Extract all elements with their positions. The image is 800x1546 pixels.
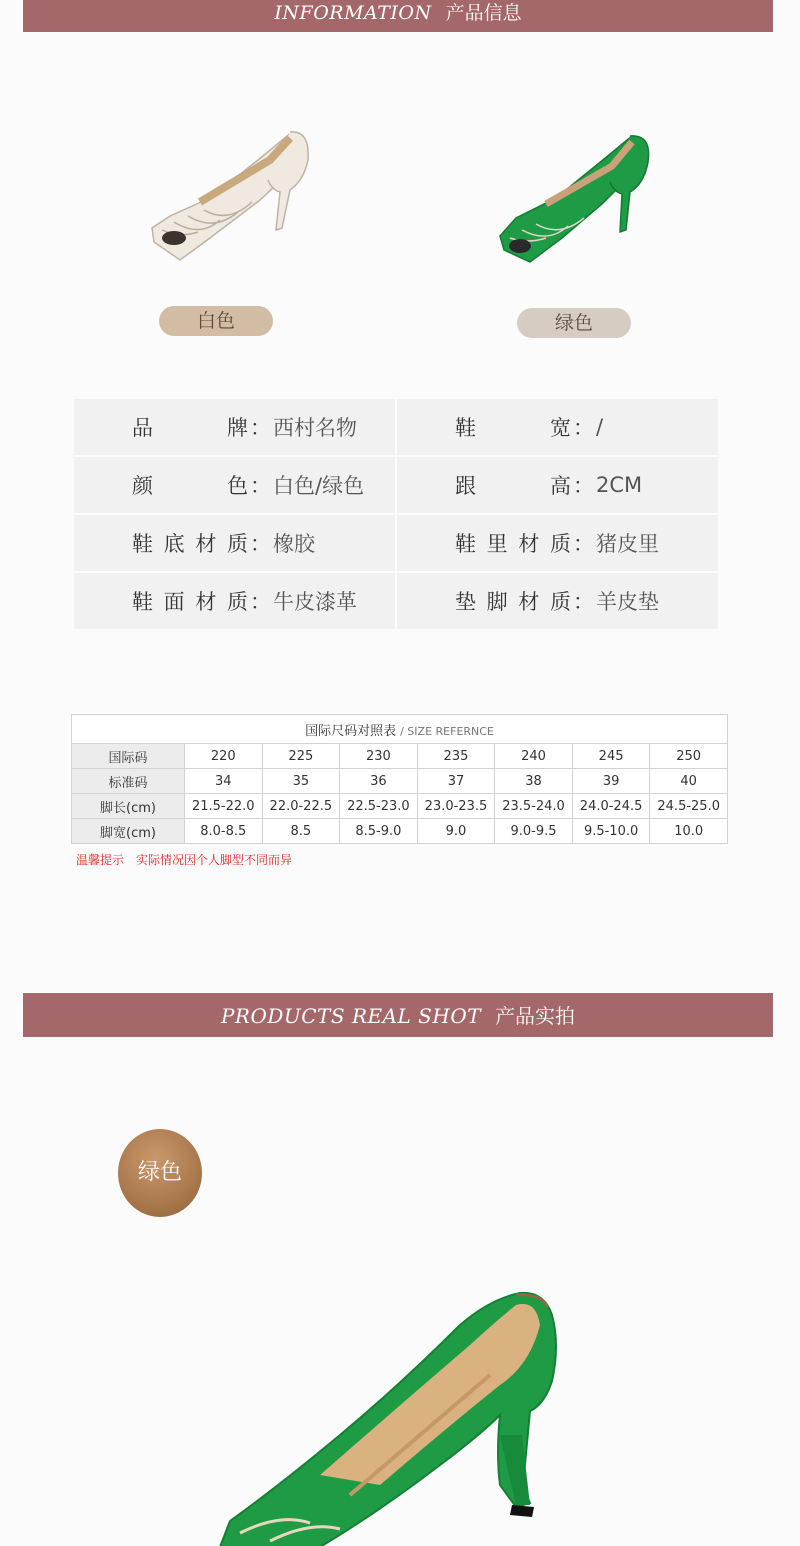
- table-row: [72, 769, 728, 794]
- spec-row: [74, 515, 718, 571]
- size-table-caption: [72, 715, 728, 744]
- banner-chinese-title: 产品实拍: [495, 1004, 576, 1028]
- spec-cell: 鞋里材质 ： 猪皮里: [397, 515, 718, 571]
- spec-cell: 鞋宽 ： /: [397, 399, 718, 455]
- spec-key: 垫脚材质: [455, 590, 571, 614]
- spec-value: 羊皮垫: [596, 590, 659, 614]
- table-cell: 40: [650, 769, 728, 794]
- spec-key: 跟高: [455, 474, 571, 498]
- color-chip-white[interactable]: 白色: [159, 306, 273, 336]
- table-cell: 37: [417, 769, 495, 794]
- tip-label: 温馨提示: [76, 853, 125, 867]
- spec-key: 品牌: [132, 416, 248, 440]
- spec-key: 鞋里材质: [455, 532, 571, 556]
- real-shot-banner: [23, 993, 773, 1037]
- spec-key: 颜色: [132, 474, 248, 498]
- table-cell: 36: [340, 769, 418, 794]
- table-cell: 9.0-9.5: [495, 819, 573, 844]
- spec-cell: 鞋面材质 ： 牛皮漆革: [74, 573, 395, 629]
- size-table-title: 国际尺码对照表: [305, 723, 397, 739]
- table-cell: 21.5-22.0: [185, 794, 263, 819]
- spec-cell: 垫脚材质 ： 羊皮垫: [397, 573, 718, 629]
- tip-text: 实际情况因个人脚型不同而异: [136, 853, 293, 867]
- spec-key: 鞋底材质: [132, 532, 248, 556]
- information-banner: [23, 0, 773, 32]
- table-cell: 9.5-10.0: [572, 819, 650, 844]
- table-cell: 9.0: [417, 819, 495, 844]
- spec-value: 猪皮里: [596, 532, 659, 556]
- shot-color-badge: 绿色: [118, 1129, 202, 1217]
- spec-value: /: [596, 415, 604, 439]
- table-cell: 35: [262, 769, 340, 794]
- spec-table: [74, 399, 718, 631]
- table-row: [72, 794, 728, 819]
- table-cell: 23.5-24.0: [495, 794, 573, 819]
- spec-cell: 颜色 ： 白色/绿色: [74, 457, 395, 513]
- table-cell: 220: [185, 744, 263, 769]
- table-cell: 10.0: [650, 819, 728, 844]
- table-cell: 240: [495, 744, 573, 769]
- green-shoe-photo: [200, 1285, 580, 1546]
- spec-cell: 鞋底材质 ： 橡胶: [74, 515, 395, 571]
- spec-row: [74, 457, 718, 513]
- row-header: 标准码: [72, 769, 185, 794]
- table-cell: 235: [417, 744, 495, 769]
- table-cell: 8.5-9.0: [340, 819, 418, 844]
- spec-cell: 品牌 ： 西村名物: [74, 399, 395, 455]
- table-cell: 22.5-23.0: [340, 794, 418, 819]
- green-shoe-image: [490, 126, 660, 266]
- table-cell: 39: [572, 769, 650, 794]
- table-cell: 250: [650, 744, 728, 769]
- table-cell: 230: [340, 744, 418, 769]
- size-tip: [76, 851, 292, 868]
- table-cell: 38: [495, 769, 573, 794]
- white-shoe-image: [140, 120, 330, 270]
- spec-row: [74, 573, 718, 629]
- spec-value: 牛皮漆革: [273, 590, 357, 614]
- size-table-subtitle: / SIZE REFERNCE: [400, 724, 494, 738]
- table-cell: 225: [262, 744, 340, 769]
- spec-value: 2CM: [596, 473, 643, 497]
- table-cell: 8.0-8.5: [185, 819, 263, 844]
- size-reference-table: [71, 714, 728, 844]
- spec-row: [74, 399, 718, 455]
- spec-key: 鞋面材质: [132, 590, 248, 614]
- color-chip-green[interactable]: 绿色: [517, 308, 631, 338]
- spec-value: 白色/绿色: [273, 474, 365, 498]
- table-cell: 22.0-22.5: [262, 794, 340, 819]
- row-header: 脚宽(cm): [72, 819, 185, 844]
- spec-cell: 跟高 ： 2CM: [397, 457, 718, 513]
- table-cell: 24.5-25.0: [650, 794, 728, 819]
- table-cell: 23.0-23.5: [417, 794, 495, 819]
- table-row: [72, 819, 728, 844]
- table-cell: 34: [185, 769, 263, 794]
- row-header: 国际码: [72, 744, 185, 769]
- row-header: 脚长(cm): [72, 794, 185, 819]
- table-row: [72, 744, 728, 769]
- spec-value: 西村名物: [273, 416, 357, 440]
- table-cell: 24.0-24.5: [572, 794, 650, 819]
- table-cell: 8.5: [262, 819, 340, 844]
- banner-english-title: PRODUCTS REAL SHOT: [220, 1004, 482, 1028]
- spec-key: 鞋宽: [455, 416, 571, 440]
- spec-value: 橡胶: [273, 532, 315, 556]
- banner-english-title: INFORMATION: [274, 2, 432, 24]
- table-cell: 245: [572, 744, 650, 769]
- banner-chinese-title: 产品信息: [445, 2, 522, 24]
